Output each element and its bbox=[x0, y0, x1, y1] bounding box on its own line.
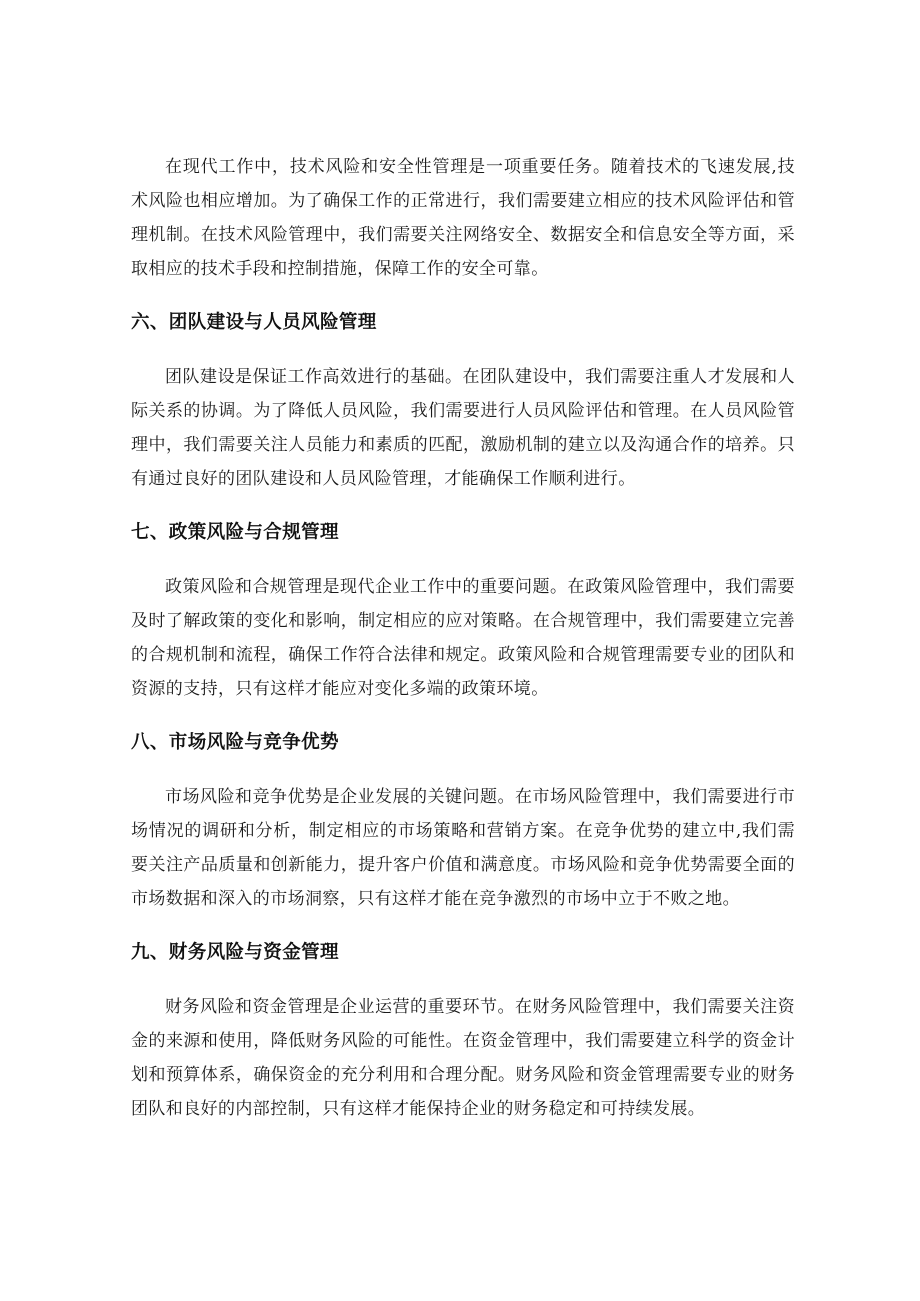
section-paragraph-7: 政策风险和合规管理是现代企业工作中的重要问题。在政策风险管理中，我们需要及时了解政策的变化和影响，制定相应的应对策略。在合规管理中，我们需要建立完善的合规机制和流程，确保工作符合法律和规定。政策风险和合规管理需要专业的团队和资源的支持，只有这样才能应对变化多端的政策环境。 bbox=[131, 577, 795, 699]
section-paragraph-8: 市场风险和竞争优势是企业发展的关键问题。在市场风险管理中，我们需要进行市场情况的调研和分析，制定相应的市场策略和营销方案。在竞争优势的建立中,我们需要关注产品质量和创新能力，提升客户价值和满意度。市场风险和竞争优势需要全面的市场数据和深入的市场洞察，只有这样才能在竞争激烈的市场中立于不败之地。 bbox=[131, 787, 795, 909]
intro-paragraph: 在现代工作中，技术风险和安全性管理是一项重要任务。随着技术的飞速发展,技术风险也相应增加。为了确保工作的正常进行，我们需要建立相应的技术风险评估和管理机制。在技术风险管理中，我们需要关注网络安全、数据安全和信息安全等方面，采取相应的技术手段和控制措施，保障工作的安全可靠。 bbox=[131, 157, 795, 279]
document-body bbox=[131, 150, 795, 1126]
section-heading-9: 九、财务风险与资金管理 bbox=[131, 942, 339, 963]
section-heading-7: 七、政策风险与合规管理 bbox=[131, 522, 339, 543]
section-paragraph-9: 财务风险和资金管理是企业运营的重要环节。在财务风险管理中，我们需要关注资金的来源和使用，降低财务风险的可能性。在资金管理中，我们需要建立科学的资金计划和预算体系，确保资金的充分利用和合理分配。财务风险和资金管理需要专业的财务团队和良好的内部控制，只有这样才能保持企业的财务稳定和可持续发展。 bbox=[131, 997, 795, 1119]
section-heading-8: 八、市场风险与竞争优势 bbox=[131, 732, 339, 753]
section-heading-6: 六、团队建设与人员风险管理 bbox=[131, 312, 377, 333]
section-paragraph-6: 团队建设是保证工作高效进行的基础。在团队建设中，我们需要注重人才发展和人际关系的协调。为了降低人员风险，我们需要进行人员风险评估和管理。在人员风险管理中，我们需要关注人员能力和素质的匹配，激励机制的建立以及沟通合作的培养。只有通过良好的团队建设和人员风险管理，才能确保工作顺利进行。 bbox=[131, 367, 795, 489]
